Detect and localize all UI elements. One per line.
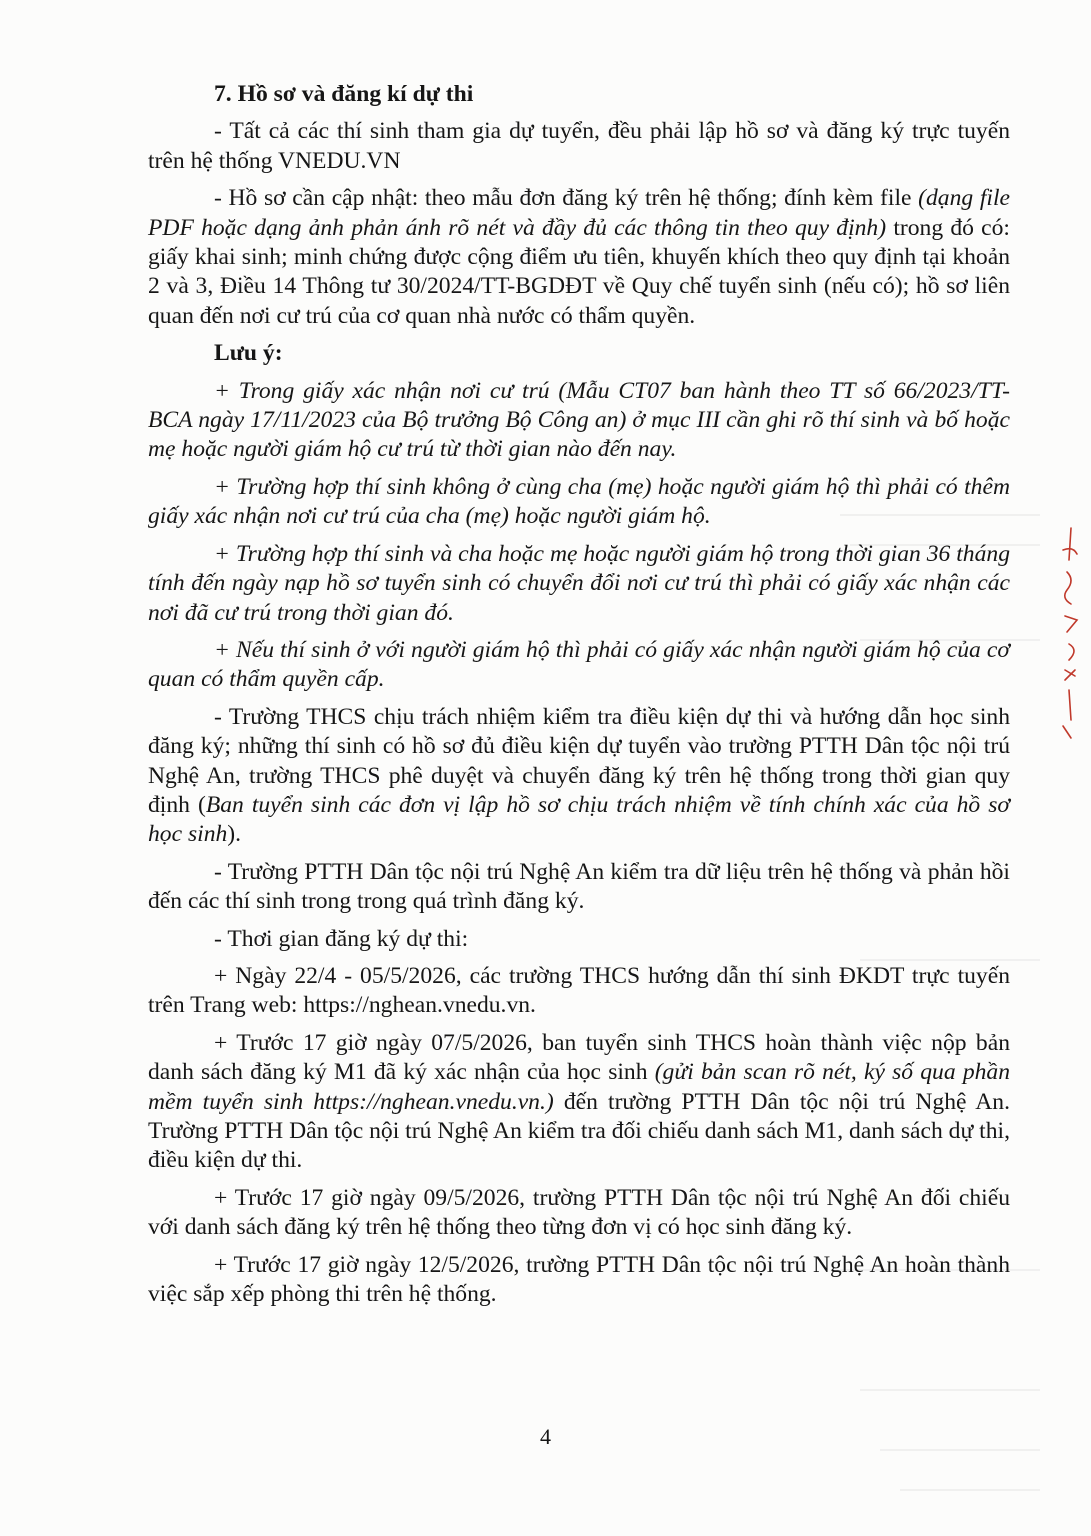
document-body [148,80,1010,1317]
timeline-item-online-registration: + Ngày 22/4 - 05/5/2026, các trường THCS hướng dẫn thí sinh ĐKDT trực tuyến trên Trang web: https://nghean.vnedu.vn. [148,962,1010,1019]
timeline-item-submit-m1-italic: (gửi bản scan rõ nét, ký số qua phần mềm tuyển sinh https://nghean.vnedu.vn.) [148,1059,1011,1115]
handwritten-margin-note [1053,520,1087,740]
timeline-item-exam-rooms: + Trước 17 giờ ngày 12/5/2026, trường PTTH Dân tộc nội trú Nghệ An hoàn thành việc sắp xếp phòng thi trên hệ thống. [148,1251,1010,1308]
paragraph-documents [148,184,1010,331]
paragraph-school-responsibility-italic: Ban tuyển sinh các đơn vị lập hồ sơ chịu trách nhiệm về tính chính xác của hồ sơ học sinh [148,791,1010,848]
section-heading: 7. Hồ sơ và đăng kí dự thi [214,81,474,107]
page-number: 4 [540,1424,551,1449]
timeline-item-submit-m1-end: đến trường PTTH Dân tộc nội trú Nghệ An. Trường PTTH Dân tộc nội trú Nghệ An kiểm tra đối chiếu danh sách M1, danh sách dự thi, điều kiện dự thi. [148,1088,1010,1174]
paragraph-documents-italic: (dạng file PDF hoặc dạng ảnh phản ánh rõ nét và đầy đủ các thông tin theo quy định) [148,185,1010,241]
paragraph-school-responsibility-end: ). [227,821,242,848]
note-guardian: + Nếu thí sinh ở với người giám hộ thì phải có giấy xác nhận người giám hộ của cơ quan có thẩm quyền cấp. [148,636,1010,693]
note-not-living-with-parents: + Trường hợp thí sinh không ở cùng cha (mẹ) hoặc người giám hộ thì phải có thêm giấy xác nhận nơi cư trú của cha (mẹ) hoặc người giám hộ. [148,473,1010,530]
paragraph-documents-start: - Hồ sơ cần cập nhật: theo mẫu đơn đăng ký trên hệ thống; đính kèm file [214,185,919,212]
paragraph-documents-end: trong đó có: giấy khai sinh; minh chứng được cộng điểm ưu tiên, khuyến khích theo quy định tại khoản 2 và 3, Điều 14 Thông tư 30/2024/TT-BGDĐT về Quy chế tuyển sinh (nếu có); hồ sơ liên quan đến nơi cư trú của cơ quan nhà nước có thẩm quyền. [148,214,1010,329]
paragraph-school-responsibility [148,703,1010,850]
paragraph-data-check: - Trường PTTH Dân tộc nội trú Nghệ An kiểm tra dữ liệu trên hệ thống và phản hồi đến các thí sinh trong trong quá trình đăng ký. [148,858,1010,915]
timeline-item-cross-check: + Trước 17 giờ ngày 09/5/2026, trường PTTH Dân tộc nội trú Nghệ An đối chiếu với danh sách đăng ký trên hệ thống theo từng đơn vị có học sinh đăng ký. [148,1184,1010,1241]
note-heading: Lưu ý: [214,340,283,367]
paragraph-registration-time: - Thơi gian đăng ký dự thi: [214,925,469,952]
note-residence-change: + Trường hợp thí sinh và cha hoặc mẹ hoặc người giám hộ trong thời gian 36 tháng tính đến ngày nạp hồ sơ tuyển sinh có chuyển đổi nơi cư trú thì phải có giấy xác nhận các nơi đã cư trú trong thời gian đó. [148,540,1010,626]
timeline-item-submit-m1 [148,1029,1010,1176]
paragraph-registration: - Tất cả các thí sinh tham gia dự tuyển, đều phải lập hồ sơ và đăng ký trực tuyến trên hệ thống VNEDU.VN [148,118,1010,174]
note-residence-confirmation: + Trong giấy xác nhận nơi cư trú (Mẫu CT07 ban hành theo TT số 66/2023/TT-BCA ngày 17/11/2023 của Bộ trưởng Bộ Công an) ở mục III cần ghi rõ thí sinh và bố hoặc mẹ hoặc người giám hộ cư trú từ thời gian nào đến nay. [148,377,1010,463]
timeline-item-submit-m1-start: + Trước 17 giờ ngày 07/5/2026, ban tuyển sinh THCS hoàn thành việc nộp bản danh sách đăng ký M1 đã ký xác nhận của học sinh [148,1029,1010,1086]
paragraph-school-responsibility-start: - Trường THCS chịu trách nhiệm kiểm tra điều kiện dự thi và hướng dẫn học sinh đăng ký; những thí sinh có hồ sơ đủ điều kiện dự tuyển vào trường PTTH Dân tộc nội trú Nghệ An, trường THCS phê duyệt và chuyển đăng ký trên hệ thống trong thời gian quy định ( [148,703,1010,818]
